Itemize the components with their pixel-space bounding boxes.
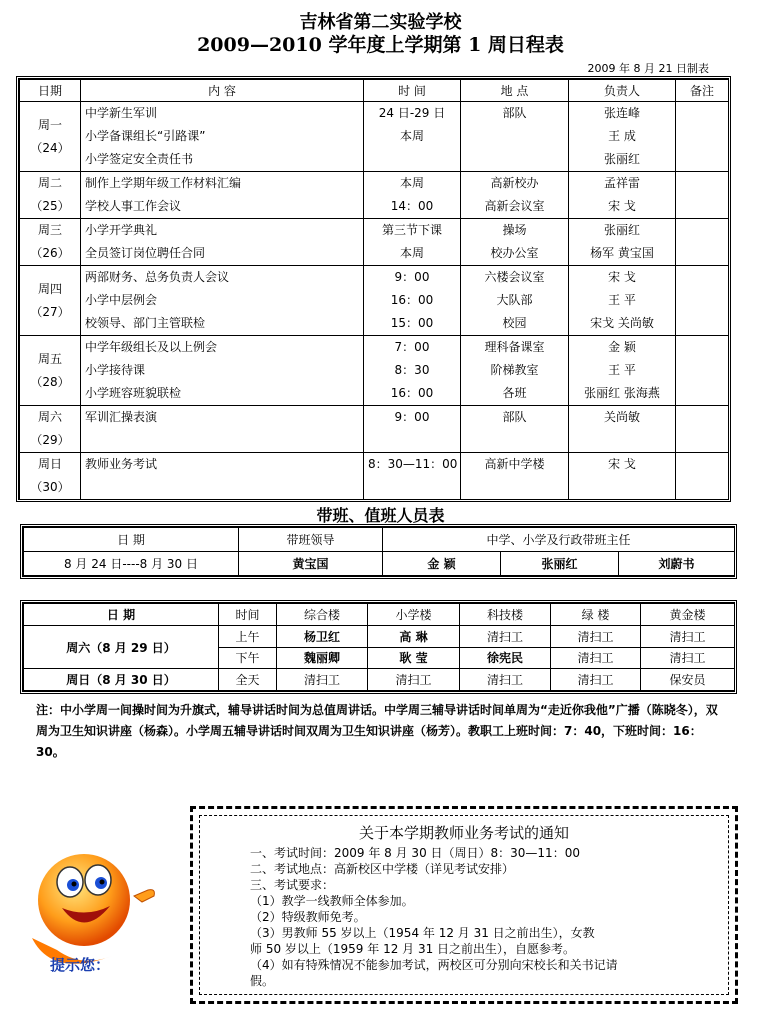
schedule-time-cell: [364, 336, 461, 406]
schedule-item: 小学接待课: [85, 363, 146, 377]
schedule-day-day: 周日: [37, 457, 62, 471]
duty-table: [20, 524, 737, 579]
cleaning-header-time: 时间: [219, 604, 277, 626]
schedule-place-cell: [461, 102, 569, 172]
schedule-person: 张丽红: [603, 152, 640, 166]
schedule-day-day: 周四: [37, 281, 62, 296]
schedule-day: [20, 172, 81, 219]
cleaning-header-building: 黄金楼: [641, 604, 735, 626]
duty-header-date: 日 期: [24, 528, 239, 552]
schedule-item: 两部财务、总务负责人会议: [85, 270, 230, 284]
cleaning-header-date: 日 期: [24, 604, 219, 626]
schedule-person-cell: [569, 219, 676, 266]
schedule-header-row: [20, 80, 729, 102]
schedule-day-day: 周二: [37, 176, 62, 190]
schedule-time: 24 日-29 日: [378, 106, 446, 120]
schedule-item: 小学备课组长“引路课”: [85, 129, 206, 143]
school-name: 吉林省第二实验学校: [299, 12, 462, 33]
duty-teacher: 张丽红: [501, 552, 619, 576]
schedule-person-cell: [569, 453, 676, 500]
schedule-place: 校办公室: [490, 246, 539, 260]
schedule-place: 高新会议室: [484, 199, 545, 213]
schedule-row: [20, 219, 729, 266]
col-place: 地 点: [461, 80, 569, 102]
schedule-time-cell: [364, 102, 461, 172]
schedule-place: 校园: [502, 316, 527, 330]
schedule-day-num: （28）: [30, 374, 70, 389]
schedule-person: 宋 戈: [608, 457, 636, 471]
schedule-place: [465, 125, 564, 148]
notice-line: （3）男教师 55 岁以上（1954 年 12 月 31 日之前出生），女教: [250, 926, 595, 940]
schedule-place: 高新校办: [490, 176, 539, 190]
schedule-remark: [676, 102, 729, 172]
schedule-remark: [676, 453, 729, 500]
schedule-item: 制作上学期年级工作材料汇编: [85, 176, 242, 190]
cleaning-cell: 清扫工: [551, 669, 641, 691]
cleaning-time: 下午: [219, 647, 277, 669]
schedule-item: 中学年级组长及以上例会: [85, 340, 218, 354]
schedule-day-num: （29）: [30, 433, 70, 447]
notice-line: （2）特级教师免考。: [250, 910, 366, 924]
notice-line: （1）教学一线教师全体参加。: [250, 894, 414, 908]
schedule-day: [20, 406, 81, 453]
schedule-time: 第三节下课: [381, 223, 442, 237]
cleaning-cell: 高 琳: [368, 625, 460, 647]
schedule-place-cell: [461, 266, 569, 336]
schedule-place-cell: [461, 219, 569, 266]
col-time: 时 间: [364, 80, 461, 102]
schedule-place: 六楼会议室: [484, 270, 545, 284]
schedule-remark: [676, 406, 729, 453]
cleaning-date: 周六（8 月 29 日）: [24, 625, 219, 669]
notice-line: 三、考试要求：: [250, 878, 335, 892]
cleaning-cell: 清扫工: [460, 669, 551, 691]
schedule-place: 理科备课室: [484, 340, 545, 354]
schedule-day-num: （27）: [30, 304, 70, 319]
cleaning-cell: 耿 莹: [368, 647, 460, 669]
schedule-row: [20, 406, 729, 453]
schedule-time: [368, 148, 456, 171]
schedule-time-cell: [364, 266, 461, 336]
schedule-person-cell: [569, 336, 676, 406]
schedule-item: 军训汇操表演: [85, 410, 158, 424]
cleaning-cell: 清扫工: [641, 647, 735, 669]
schedule-day-num: （24）: [30, 140, 70, 155]
schedule-table: [16, 76, 731, 502]
cleaning-cell: 清扫工: [460, 625, 551, 647]
schedule-day-day: 周三: [37, 223, 62, 237]
schedule-time: 8：30—11：00: [368, 457, 458, 471]
schedule-time-cell: [364, 406, 461, 453]
notice-line: 假。: [250, 974, 275, 988]
schedule-day: [20, 266, 81, 336]
notice-line: 二、考试地点：高新校区中学楼（详见考试安排）: [250, 862, 515, 876]
schedule-person: 张连峰: [603, 106, 640, 120]
schedule-row: [20, 453, 729, 500]
schedule-row: [20, 336, 729, 406]
cleaning-header-building: 小学楼: [368, 604, 460, 626]
schedule-day: [20, 219, 81, 266]
schedule-place: 部队: [502, 410, 527, 424]
schedule-day-num: （30）: [30, 480, 70, 494]
schedule-place-cell: [461, 406, 569, 453]
schedule-day-day: 周一: [37, 117, 62, 132]
schedule-day-num: （26）: [30, 246, 70, 260]
schedule-day-num: （25）: [30, 199, 70, 213]
schedule-person: 王 成: [608, 129, 636, 143]
cleaning-cell: 清扫工: [641, 625, 735, 647]
schedule-day: [20, 453, 81, 500]
schedule-person: 张丽红 张海燕: [584, 386, 660, 400]
schedule-person-cell: [569, 266, 676, 336]
schedule-person: 金 颖: [608, 340, 636, 354]
schedule-item: 教师业务考试: [85, 457, 158, 471]
schedule-item-cell: [81, 102, 364, 172]
schedule-time: 9：00: [394, 410, 430, 424]
schedule-place-cell: [461, 453, 569, 500]
schedule-person: 关尚敏: [603, 410, 640, 424]
schedule-person: 张丽红: [603, 223, 640, 237]
schedule-item-cell: [81, 219, 364, 266]
schedule-person: 宋戈 关尚敏: [590, 316, 654, 330]
exam-notice: [190, 806, 738, 1004]
schedule-item: 小学中层例会: [85, 293, 158, 307]
cleaning-cell: 清扫工: [551, 625, 641, 647]
cleaning-time: 上午: [219, 625, 277, 647]
schedule-place-cell: [461, 172, 569, 219]
schedule-day: [20, 102, 81, 172]
smiling-sun-mascot-icon: [22, 838, 182, 988]
schedule-row: [20, 172, 729, 219]
schedule-remark: [676, 219, 729, 266]
schedule-item-cell: [81, 172, 364, 219]
schedule-item-cell: [81, 336, 364, 406]
schedule-remark: [676, 266, 729, 336]
schedule-item: 小学班容班貌联检: [85, 386, 182, 400]
duty-header-leader: 带班领导: [239, 528, 383, 552]
page-title: 2009—2010 学年度上学期第 1 周日程表: [197, 34, 564, 56]
schedule-item: 全员签订岗位聘任合同: [85, 246, 206, 260]
schedule-item: 中学新生军训: [85, 106, 158, 120]
schedule-day: [20, 336, 81, 406]
schedule-day-day: 周五: [37, 351, 62, 366]
schedule-place: 操场: [502, 223, 527, 237]
schedule-day-day: 周六: [37, 410, 62, 424]
schedule-remark: [676, 336, 729, 406]
schedule-item-cell: [81, 406, 364, 453]
schedule-remark: [676, 172, 729, 219]
duty-teacher: 刘蔚书: [619, 552, 735, 576]
cleaning-header-building: 科技楼: [460, 604, 551, 626]
cleaning-cell: 清扫工: [368, 669, 460, 691]
duty-header-teachers: 中学、小学及行政带班主任: [383, 528, 735, 552]
schedule-item: 校领导、部门主管联检: [85, 316, 206, 330]
schedule-person: 王 平: [608, 293, 636, 307]
cleaning-time: 全天: [219, 669, 277, 691]
cleaning-cell: 魏丽卿: [277, 647, 368, 669]
schedule-person-cell: [569, 406, 676, 453]
schedule-place: 各班: [502, 386, 527, 400]
schedule-place: [465, 148, 564, 171]
schedule-time: 7：00: [394, 340, 430, 354]
schedule-time-cell: [364, 219, 461, 266]
cleaning-header-building: 综合楼: [277, 604, 368, 626]
cleaning-table: [20, 600, 737, 694]
notice-title: 关于本学期教师业务考试的通知: [358, 824, 569, 842]
col-date: 日期: [20, 80, 81, 102]
cleaning-cell: 徐宪民: [460, 647, 551, 669]
schedule-person: 宋 戈: [608, 199, 636, 213]
notice-line: 一、考试时间：2009 年 8 月 30 日（周日）8：30—11：00: [250, 846, 580, 860]
notice-line: 师 50 岁以上（1959 年 12 月 31 日之前出生），自愿参考。: [250, 942, 576, 956]
schedule-item-cell: [81, 453, 364, 500]
cleaning-cell: 保安员: [641, 669, 735, 691]
col-remark: 备注: [676, 80, 729, 102]
schedule-person: 王 平: [608, 363, 636, 377]
schedule-time: 16：00: [390, 386, 434, 400]
schedule-time: 16：00: [390, 293, 434, 307]
duty-teacher: 金 颖: [383, 552, 501, 576]
schedule-time: 本周: [399, 176, 424, 190]
schedule-place: 高新中学楼: [484, 457, 545, 471]
schedule-item: 学校人事工作会议: [85, 199, 182, 213]
made-date: 2009 年 8 月 21 日制表: [587, 62, 709, 75]
schedule-item: 小学开学典礼: [85, 223, 158, 237]
schedule-time: 本周: [399, 246, 424, 260]
col-content: 内 容: [81, 80, 364, 102]
schedule-time: 9：00: [394, 270, 430, 284]
footnote: 注：中小学周一间操时间为升旗式，辅导讲话时间为总值周讲话。中学周三辅导讲话时间单周为“走近你我他”广播（陈晓冬），双周为卫生知识讲座（杨森）。小学周五辅导讲话时间双周为卫生知识讲座（杨芳）。教职工上班时间：7：40，下班时间：16：30。: [36, 703, 718, 759]
schedule-person: 杨军 黄宝国: [590, 246, 654, 260]
cleaning-cell: 杨卫红: [277, 625, 368, 647]
schedule-place: 阶梯教室: [490, 363, 539, 377]
schedule-person-cell: [569, 102, 676, 172]
duty-date: 8 月 24 日----8 月 30 日: [24, 552, 239, 576]
cleaning-cell: 清扫工: [277, 669, 368, 691]
schedule-time-cell: [364, 453, 461, 500]
notice-line: （4）如有特殊情况不能参加考试，两校区可分别向宋校长和关书记请: [250, 958, 618, 972]
col-person: 负责人: [569, 80, 676, 102]
schedule-time: 本周: [399, 129, 424, 143]
schedule-time: 8：30: [394, 363, 430, 377]
schedule-row: [20, 102, 729, 172]
schedule-person-cell: [569, 172, 676, 219]
duty-leader: 黄宝国: [239, 552, 383, 576]
cleaning-date: 周日（8 月 30 日）: [24, 669, 219, 691]
schedule-time: 15：00: [390, 316, 434, 330]
schedule-place: 部队: [502, 106, 527, 120]
schedule-row: [20, 266, 729, 336]
schedule-place-cell: [461, 336, 569, 406]
schedule-item-cell: [81, 266, 364, 336]
cleaning-cell: 清扫工: [551, 647, 641, 669]
schedule-time: 14：00: [390, 199, 434, 213]
cleaning-header-building: 绿 楼: [551, 604, 641, 626]
mascot-caption: 提示您：: [50, 956, 111, 974]
schedule-item: 小学签定安全责任书: [85, 152, 194, 166]
schedule-person: 孟祥雷: [603, 176, 640, 190]
schedule-place: 大队部: [496, 293, 533, 307]
schedule-person: 宋 戈: [608, 270, 636, 284]
duty-title: 带班、值班人员表: [316, 506, 445, 525]
schedule-time-cell: [364, 172, 461, 219]
